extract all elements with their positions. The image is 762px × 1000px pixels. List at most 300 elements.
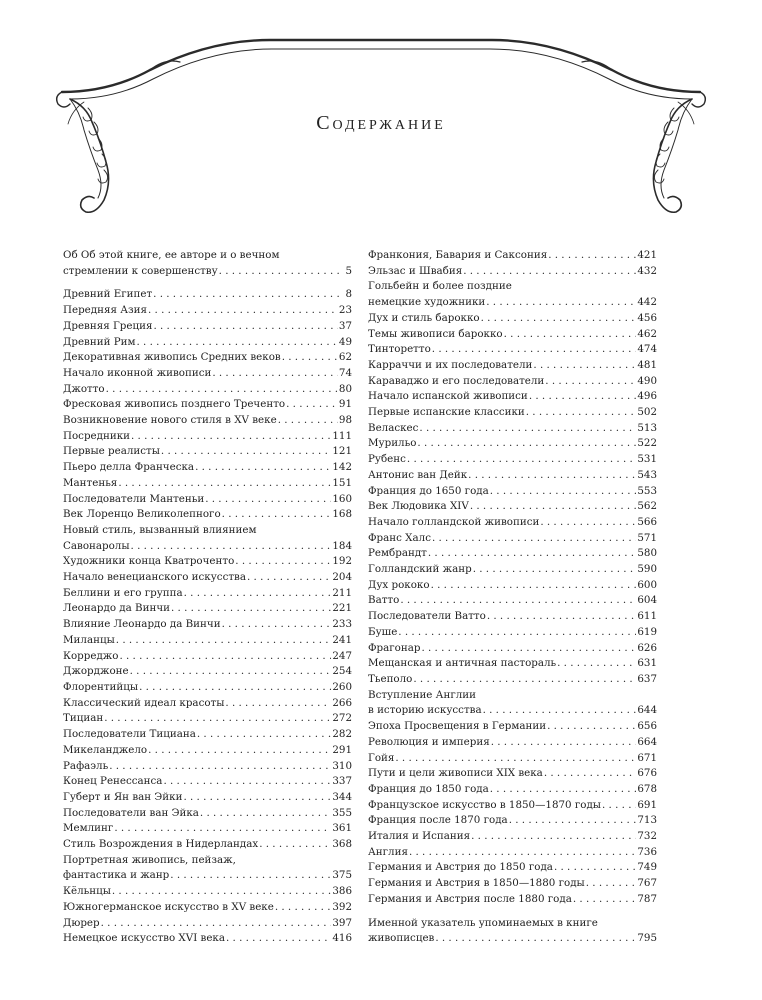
toc-entry-title: стремлении к совершенству: [63, 264, 218, 277]
toc-entry-row: [368, 641, 657, 657]
toc-entry: [63, 303, 352, 319]
toc-page-number: 291: [332, 743, 352, 756]
toc-page-number: 49: [338, 335, 352, 348]
toc-entry: [63, 900, 352, 916]
toc-page-number: 62: [338, 351, 352, 364]
toc-entry-title: Миланцы: [63, 633, 115, 646]
toc-page-number: 496: [637, 390, 657, 403]
toc-page-number: 80: [338, 382, 352, 395]
toc-page-number: 121: [332, 445, 352, 458]
toc-entry-title: Влияние Леонардо да Винчи: [63, 618, 221, 631]
dot-leader: [282, 350, 338, 366]
toc-page-number: 553: [637, 484, 657, 497]
toc-entry-title: Дух и стиль барокко: [368, 311, 480, 324]
dot-leader: [226, 931, 331, 947]
dot-leader: [398, 625, 636, 641]
toc-page-number: 767: [637, 877, 657, 890]
toc-page-number: 671: [637, 751, 657, 764]
toc-entry: [368, 562, 657, 578]
dot-leader: [432, 342, 637, 358]
toc-entry-title: Эпоха Просвещения в Германии: [368, 720, 547, 733]
dot-leader: [419, 421, 636, 437]
toc-entry: [368, 813, 657, 829]
toc-entry-title: Ватто: [368, 594, 400, 607]
toc-entry-title: Тинторетто: [368, 343, 431, 356]
toc-entry-title: Антонис ван Дейк: [368, 468, 468, 481]
toc-page-number: 5: [345, 264, 352, 277]
dot-leader: [431, 578, 637, 594]
dot-leader: [554, 860, 636, 876]
toc-page-number: 241: [332, 633, 352, 646]
toc-page-number: 375: [332, 869, 352, 882]
dot-leader: [163, 774, 331, 790]
toc-entry-title: Голландский жанр: [368, 563, 472, 576]
toc-entry-row: [368, 484, 657, 500]
toc-entry: [63, 460, 352, 476]
toc-entry: [368, 358, 657, 374]
dot-leader: [130, 664, 332, 680]
toc-entry-title: Древний Рим: [63, 335, 136, 348]
toc-page-number: 736: [637, 845, 657, 858]
toc-entry-row: [63, 664, 352, 680]
toc-entry-row: [368, 860, 657, 876]
toc-entry: [63, 382, 352, 398]
toc-entry-row: [63, 476, 352, 492]
toc-entry-title: Флорентийцы: [63, 680, 139, 693]
toc-entry-title: Первые испанские классики: [368, 406, 525, 419]
toc-entry-title: Век Лоренцо Великолепного: [63, 508, 221, 521]
toc-entry: [63, 821, 352, 837]
toc-page-number: 611: [637, 610, 657, 623]
dot-leader: [114, 821, 331, 837]
toc-entry: [368, 625, 657, 641]
toc-entry: [63, 554, 352, 570]
toc-page-number: 713: [637, 814, 657, 827]
toc-entry: [63, 413, 352, 429]
toc-page-number: 664: [637, 735, 657, 748]
toc-entry-title: Начало венецианского искусства: [63, 571, 246, 584]
toc-entry-row: [63, 303, 352, 319]
toc-entry: [63, 649, 352, 665]
toc-entry-row: [63, 774, 352, 790]
dot-leader: [153, 287, 344, 303]
toc-entry-row: [63, 790, 352, 806]
dot-leader: [205, 492, 331, 508]
toc-entry-row: [63, 492, 352, 508]
toc-entry-title: Рафаэль: [63, 759, 109, 772]
toc-entry-row: [368, 931, 657, 947]
toc-entry-title: Фресковая живопись позднего Треченто: [63, 398, 286, 411]
toc-entry: [368, 798, 657, 814]
dot-leader: [533, 358, 636, 374]
dot-leader: [470, 499, 637, 515]
toc-entry-title: Древняя Греция: [63, 319, 153, 332]
toc-entry-title: Джорджоне: [63, 665, 129, 678]
toc-entry-row: [368, 327, 657, 343]
toc-entry-row: [63, 335, 352, 351]
toc-entry: [63, 884, 352, 900]
toc-page-number: 490: [637, 374, 657, 387]
dot-leader: [407, 452, 636, 468]
toc-entry: [368, 327, 657, 343]
toc-entry-title-line: Об Об этой книге, ее авторе и о вечном: [63, 249, 280, 261]
toc-page-number: 631: [637, 657, 657, 670]
toc-page-number: 644: [637, 704, 657, 717]
toc-entry-row: [63, 429, 352, 445]
toc-entry-title: Джотто: [63, 382, 105, 395]
toc-entry: [63, 759, 352, 775]
toc-page-number: 637: [637, 672, 657, 685]
toc-entry-row: [63, 900, 352, 916]
toc-entry: [368, 688, 657, 719]
toc-entry: [368, 578, 657, 594]
toc-left-column: [63, 248, 352, 947]
toc-right-column: [368, 248, 657, 947]
toc-entry: [368, 531, 657, 547]
toc-entry-row: [368, 546, 657, 562]
toc-entry: [368, 829, 657, 845]
dot-leader: [490, 782, 637, 798]
toc-entry: [63, 476, 352, 492]
toc-entry: [368, 546, 657, 562]
dot-leader: [400, 593, 636, 609]
toc-page-number: 184: [332, 539, 352, 552]
toc-entry: [63, 429, 352, 445]
toc-entry-row: [63, 711, 352, 727]
toc-entry: [368, 515, 657, 531]
dot-leader: [148, 743, 331, 759]
toc-entry: [368, 264, 657, 280]
toc-entry: [368, 311, 657, 327]
toc-entry: [368, 405, 657, 421]
toc-page-number: 221: [332, 602, 352, 615]
toc-entry-row: [368, 562, 657, 578]
page-title: Содержание: [316, 112, 446, 134]
toc-entry-title: Мурильо: [368, 437, 417, 450]
dot-leader: [586, 876, 637, 892]
toc-page-number: 74: [338, 366, 352, 379]
toc-page-number: 416: [332, 932, 352, 945]
toc-page-number: 337: [332, 775, 352, 788]
toc-entry: [63, 916, 352, 932]
toc-entry-row: [63, 460, 352, 476]
toc-page-number: 91: [338, 398, 352, 411]
toc-entry-title: Франция до 1850 года: [368, 782, 489, 795]
toc-entry-title: Последователи ван Эйка: [63, 806, 199, 819]
toc-entry-title-line: Вступление Англии: [368, 688, 477, 701]
toc-entry-row: [368, 421, 657, 437]
toc-entry-title: Леонардо да Винчи: [63, 602, 171, 615]
toc-entry-row: [63, 287, 352, 303]
toc-entry-title: Губерт и Ян ван Эйки: [63, 790, 183, 803]
dot-leader: [170, 868, 331, 884]
toc-entry-row: [63, 649, 352, 665]
toc-entry-title: Первые реалисты: [63, 445, 160, 458]
toc-entry: [63, 837, 352, 853]
dot-leader: [118, 476, 331, 492]
toc-page-number: 142: [332, 461, 352, 474]
dot-leader: [417, 436, 636, 452]
toc-entry: [63, 570, 352, 586]
toc-entry-title: Мантенья: [63, 476, 118, 489]
toc-page-number: 8: [345, 288, 352, 301]
dot-leader: [200, 806, 331, 822]
toc-page-number: 543: [637, 468, 657, 481]
toc-entry-title: Мемлинг: [63, 822, 114, 835]
toc-entry-title: Последователи Мантеньи: [63, 492, 205, 505]
toc-entry: [368, 672, 657, 688]
toc-entry: [368, 916, 657, 947]
toc-entry: [368, 892, 657, 908]
dot-leader: [486, 295, 636, 311]
dot-leader: [432, 531, 636, 547]
toc-entry-title: Корреджо: [63, 649, 119, 662]
dot-leader: [119, 649, 331, 665]
dot-leader: [286, 397, 338, 413]
toc-entry: [368, 719, 657, 735]
dot-leader: [116, 633, 332, 649]
dot-leader: [278, 413, 338, 429]
toc-entry-title: Начало голландской живописи: [368, 515, 540, 528]
toc-entry-row: [63, 366, 352, 382]
toc-entry-row: [368, 531, 657, 547]
toc-entry: [63, 492, 352, 508]
dot-leader: [222, 507, 332, 523]
toc-entry-row: [368, 468, 657, 484]
toc-entry: [368, 452, 657, 468]
toc-page-number: 462: [637, 327, 657, 340]
toc-entry-row: [63, 759, 352, 775]
toc-page-number: 590: [637, 563, 657, 576]
toc-entry-title: Начало иконной живописи: [63, 366, 212, 379]
toc-entry-row: [368, 798, 657, 814]
toc-page-number: 344: [332, 790, 352, 803]
dot-leader: [435, 931, 636, 947]
toc-entry-row: [368, 735, 657, 751]
toc-page-number: 656: [637, 720, 657, 733]
toc-entry-row: [63, 680, 352, 696]
toc-entry-title: Савонаролы: [63, 539, 130, 552]
dot-leader: [195, 460, 331, 476]
dot-leader: [545, 374, 636, 390]
dot-leader: [148, 303, 338, 319]
toc-entry: [368, 782, 657, 798]
toc-spacer: [63, 279, 352, 287]
toc-entry-title: Дух рококо: [368, 578, 430, 591]
toc-entry-title: Италия и Испания: [368, 830, 471, 843]
toc-entry-row: [368, 751, 657, 767]
toc-page-number: 160: [332, 492, 352, 505]
toc-entry: [368, 342, 657, 358]
dot-leader: [509, 813, 637, 829]
dot-leader: [183, 790, 331, 806]
toc-entry: [63, 523, 352, 554]
toc-entry: [63, 711, 352, 727]
toc-entry-row: [63, 617, 352, 633]
toc-page-number: 571: [637, 531, 657, 544]
toc-entry: [63, 248, 352, 279]
toc-entry-title: Кёльнцы: [63, 885, 111, 898]
toc-page-number: 254: [332, 665, 352, 678]
dot-leader: [529, 389, 637, 405]
toc-entry-row: [368, 499, 657, 515]
toc-page-number: 787: [637, 892, 657, 905]
toc-entry-row: [368, 374, 657, 390]
toc-page-number: 247: [332, 649, 352, 662]
toc-entry-row: [63, 397, 352, 413]
dot-leader: [212, 366, 338, 382]
toc-page-number: 168: [332, 508, 352, 521]
toc-entry-title: Англия: [368, 845, 408, 858]
toc-page-number: 604: [637, 594, 657, 607]
toc-page-number: 522: [637, 437, 657, 450]
toc-entry: [63, 774, 352, 790]
toc-page-number: 282: [332, 728, 352, 741]
toc-page-number: 98: [338, 414, 352, 427]
toc-page-number: 233: [332, 618, 352, 631]
toc-entry-row: [368, 625, 657, 641]
toc-entry-row: [63, 837, 352, 853]
toc-page-number: 531: [637, 453, 657, 466]
toc-page-number: 600: [637, 578, 657, 591]
dot-leader: [548, 248, 636, 264]
toc-page-number: 386: [332, 885, 352, 898]
toc-entry-title: Дюрер: [63, 916, 100, 929]
toc-entry-title: Начало испанской живописи: [368, 390, 528, 403]
toc-page-number: 456: [637, 311, 657, 324]
toc-entry-title-line: Именной указатель упоминаемых в книге: [368, 916, 598, 929]
toc-entry-row: [368, 515, 657, 531]
toc-page-number: 619: [637, 625, 657, 638]
toc-entry-title: Рембрандт: [368, 547, 427, 560]
toc-entry-title: Классический идеал красоты: [63, 696, 225, 709]
toc-entry: [368, 421, 657, 437]
dot-leader: [184, 586, 332, 602]
toc-entry: [368, 374, 657, 390]
dot-leader: [409, 845, 636, 861]
toc-entry-row: [63, 806, 352, 822]
dot-leader: [235, 554, 331, 570]
toc-entry-row: [368, 719, 657, 735]
dot-leader: [106, 382, 338, 398]
toc-entry: [63, 507, 352, 523]
toc-entry-row: [368, 405, 657, 421]
toc-entry-title: Беллини и его группа: [63, 586, 183, 599]
toc-page-number: 678: [637, 782, 657, 795]
toc-page-number: 151: [332, 476, 352, 489]
dot-leader: [540, 515, 636, 531]
toc-entry-row: [63, 868, 352, 884]
toc-entry: [63, 601, 352, 617]
toc-entry: [63, 586, 352, 602]
toc-entry-title: Французское искусство в 1850—1870 годы: [368, 798, 602, 811]
toc-entry-title: Пьеро делла Франческа: [63, 461, 195, 474]
toc-entry-title: Век Людовика XIV: [368, 500, 469, 513]
dot-leader: [544, 766, 637, 782]
toc-page-number: 204: [332, 571, 352, 584]
toc-entry: [368, 389, 657, 405]
dot-leader: [153, 319, 337, 335]
toc-entry: [368, 751, 657, 767]
toc-entry-title-line: Гольбейн и более поздние: [368, 280, 512, 293]
toc-page-number: 392: [332, 900, 352, 913]
dot-leader: [602, 798, 636, 814]
toc-entry: [63, 931, 352, 947]
toc-entry-row: [63, 931, 352, 947]
toc-entry-title: Тьеполо: [368, 672, 413, 685]
toc-page-number: 566: [637, 515, 657, 528]
toc-entry-title: живописцев: [368, 932, 435, 945]
toc-entry-title: Пути и цели живописи XIX века: [368, 767, 543, 780]
toc-entry: [63, 743, 352, 759]
toc-entry-title: Художники конца Кватроченто: [63, 555, 235, 568]
toc-entry-row: [368, 389, 657, 405]
toc-page-number: 310: [332, 759, 352, 772]
toc-entry: [368, 735, 657, 751]
toc-entry-row: [63, 884, 352, 900]
toc-entry-row: [368, 766, 657, 782]
toc-entry-title: Гойя: [368, 751, 395, 764]
toc-entry-row: [368, 358, 657, 374]
toc-entry-title: Последователи Тициана: [63, 728, 196, 741]
dot-leader: [131, 539, 332, 555]
toc-entry-title: Посредники: [63, 429, 130, 442]
toc-entry-title: Франкония, Бавария и Саксония: [368, 249, 548, 261]
dot-leader: [481, 311, 637, 327]
dot-leader: [247, 570, 331, 586]
toc-entry-row: [368, 295, 657, 311]
toc-page-number: 795: [637, 932, 657, 945]
toc-entry: [368, 876, 657, 892]
toc-entry-title: фантастика и жанр: [63, 869, 170, 882]
dot-leader: [131, 429, 331, 445]
dot-leader: [395, 751, 636, 767]
toc-entry-title: Франция после 1870 года: [368, 814, 508, 827]
toc-entry-row: [368, 845, 657, 861]
toc-entry-row: [368, 248, 657, 264]
toc-page-number: 368: [332, 838, 352, 851]
dot-leader: [161, 444, 331, 460]
dot-leader: [275, 900, 332, 916]
toc-page-number: 502: [637, 406, 657, 419]
toc-page-number: 749: [637, 861, 657, 874]
toc-entry-row: [63, 570, 352, 586]
toc-entry-title: Древний Египет: [63, 288, 153, 301]
toc-entry: [368, 468, 657, 484]
toc-entry-title: Южногерманское искусство в XV веке: [63, 900, 274, 913]
toc-page-number: 562: [637, 500, 657, 513]
toc-entry-row: [63, 264, 352, 280]
dot-leader: [222, 617, 332, 633]
toc-entry-row: [63, 633, 352, 649]
toc-entry-row: [63, 319, 352, 335]
toc-page-number: 432: [637, 264, 657, 277]
toc-entry: [63, 335, 352, 351]
toc-entry-row: [63, 821, 352, 837]
toc-entry-title-line: Новый стиль, вызванный влиянием: [63, 523, 257, 536]
toc-entry: [63, 319, 352, 335]
toc-entry-row: [368, 436, 657, 452]
toc-entry-row: [368, 593, 657, 609]
toc-entry-title: Германия и Австрия после 1880 года: [368, 892, 572, 905]
toc-entry-row: [63, 350, 352, 366]
toc-entry-title: Последователи Ватто: [368, 610, 486, 623]
dot-leader: [547, 719, 636, 735]
dot-leader: [197, 727, 331, 743]
toc-entry-row: [368, 452, 657, 468]
toc-entry-row: [63, 507, 352, 523]
toc-entry-row: [63, 586, 352, 602]
